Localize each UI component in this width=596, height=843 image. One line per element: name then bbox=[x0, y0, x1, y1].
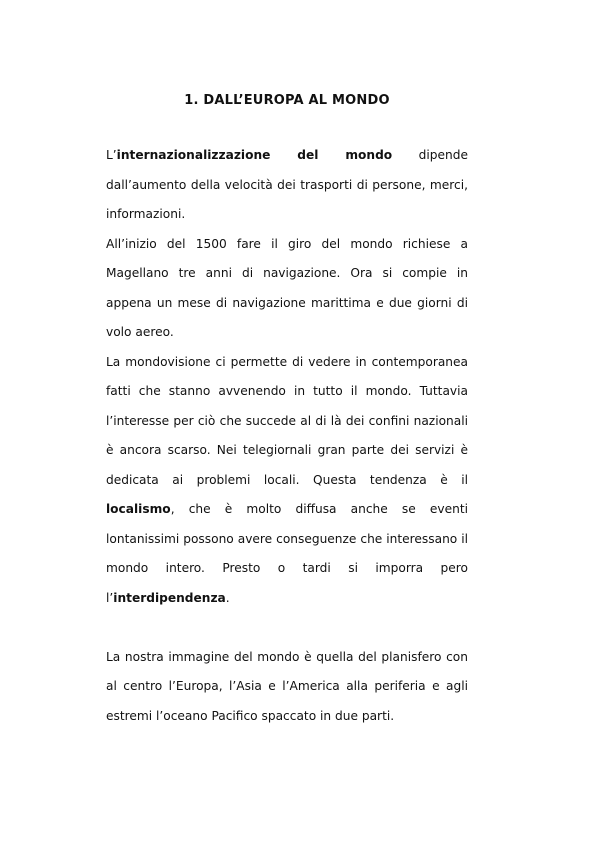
paragraph-text: La nostra immagine del mondo è quella del planisfero con al centro l’Europa, l’Asia e l’America alla periferia e agli estremi l’oceano Pacifico spaccato in due parti. bbox=[106, 649, 468, 723]
paragraph-magellano bbox=[106, 230, 468, 348]
paragraph-text: dipende dall’aumento della velocità dei trasporti di persone, merci, informazioni. bbox=[106, 148, 468, 221]
bold-term-internazionalizzazione: internazionalizzazione del mondo bbox=[116, 148, 393, 162]
paragraph-planisfero bbox=[106, 643, 468, 732]
paragraph-text: All’inizio del 1500 fare il giro del mondo richiese a Magellano tre anni di navigazione. Ora si compie in appena un mese di navigazione marittima e due giorni di volo aereo. bbox=[106, 236, 468, 339]
paragraph-text: . bbox=[225, 590, 230, 605]
page-title: 1. DALL’EUROPA AL MONDO bbox=[184, 93, 390, 108]
paragraph-text: La mondovisione ci permette di vedere in contemporanea fatti che stanno avvenendo in tutto il mondo. Tuttavia l’interesse per ciò che succede al di là dei confini nazionali è ancora scarso. Nei telegiornali gran parte dei servizi è dedicata ai problemi locali. Questa tendenza è il bbox=[106, 354, 468, 487]
bold-term-interdipendenza: interdipendenza bbox=[113, 590, 226, 605]
paragraph-text: L’ bbox=[106, 148, 117, 162]
bold-term-localismo: localismo bbox=[106, 502, 171, 516]
paragraph-text: , che è molto diffusa anche se eventi lontanissimi possono avere conseguenze che interessano il mondo intero. Presto o tardi si imporra pero l’ bbox=[106, 502, 468, 605]
document-page bbox=[106, 93, 468, 731]
paragraph-mondovisione bbox=[106, 348, 468, 614]
paragraph-internazionalizzazione bbox=[106, 141, 468, 230]
